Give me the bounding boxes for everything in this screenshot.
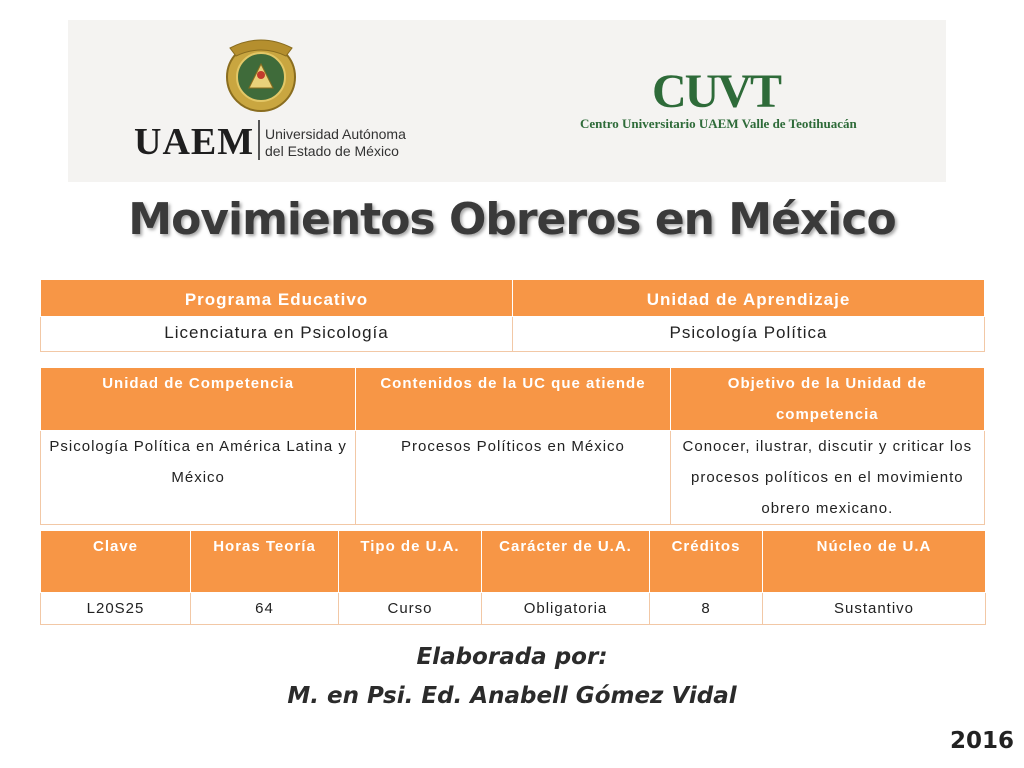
table-cell: Curso <box>339 593 482 625</box>
header-cell: Horas Teoría <box>191 531 339 593</box>
header-cell: Unidad de Aprendizaje <box>513 280 985 317</box>
uaem-name <box>265 126 406 160</box>
table-header-row <box>41 280 985 317</box>
table-cell: Conocer, ilustrar, discutir y criticar los procesos políticos en el movimiento obrero mexicano. <box>670 431 984 525</box>
header-cell: Programa Educativo <box>41 280 513 317</box>
uaem-seal-logo <box>220 34 302 116</box>
table-cell: Sustantivo <box>763 593 986 625</box>
header-cell: Créditos <box>650 531 763 593</box>
cuvt-name: Centro Universitario UAEM Valle de Teotihuacán <box>580 116 857 131</box>
year-label: 2016 <box>950 728 1015 754</box>
author-label: Elaborada por: <box>416 644 608 670</box>
table-header-row <box>41 368 985 431</box>
uaem-name-line1: Universidad Autónoma <box>265 126 406 142</box>
table-cell: Procesos Políticos en México <box>356 431 670 525</box>
logo-divider <box>258 120 260 160</box>
header-cell: Carácter de U.A. <box>482 531 650 593</box>
table-cell: Psicología Política en América Latina y México <box>41 431 356 525</box>
table-row <box>41 317 985 352</box>
table-cell: Obligatoria <box>482 593 650 625</box>
header-cell: Unidad de Competencia <box>41 368 356 431</box>
header-cell: Clave <box>41 531 191 593</box>
table-row <box>41 593 986 625</box>
table-cell: Licenciatura en Psicología <box>41 317 513 352</box>
course-details-table <box>40 530 986 625</box>
author-name: M. en Psi. Ed. Anabell Gómez Vidal <box>287 683 737 709</box>
table-cell: 64 <box>191 593 339 625</box>
cuvt-logo: CUVT <box>652 65 781 118</box>
table-row <box>41 431 985 525</box>
table-cell: Psicología Política <box>513 317 985 352</box>
table-header-row <box>41 531 986 593</box>
header-cell: Contenidos de la UC que atiende <box>356 368 670 431</box>
competency-table <box>40 367 985 525</box>
table-cell: 8 <box>650 593 763 625</box>
uaem-name-line2: del Estado de México <box>265 143 399 159</box>
logo-banner <box>68 20 946 182</box>
header-cell: Tipo de U.A. <box>339 531 482 593</box>
header-cell: Núcleo de U.A <box>763 531 986 593</box>
program-table <box>40 279 985 352</box>
header-cell: Objetivo de la Unidad de competencia <box>670 368 984 431</box>
table-cell: L20S25 <box>41 593 191 625</box>
page-title: Movimientos Obreros en México <box>128 194 896 245</box>
uaem-logo-text: UAEM <box>134 121 255 163</box>
